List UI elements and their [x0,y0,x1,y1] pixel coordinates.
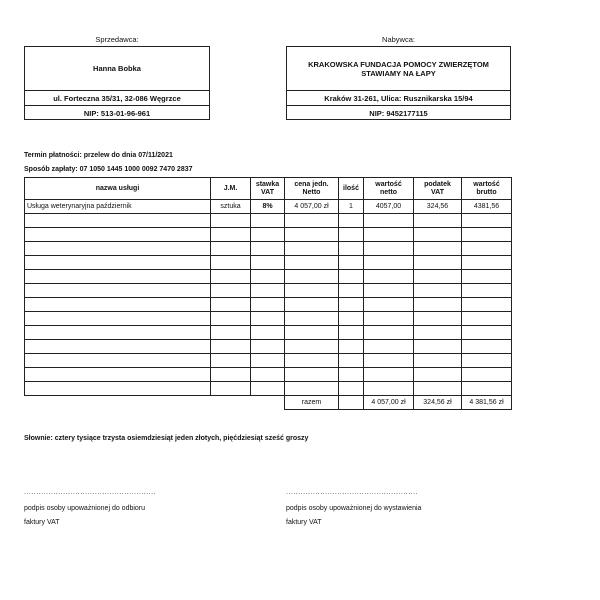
empty-cell [285,284,339,298]
buyer-label: Nabywca: [382,35,415,44]
signature-right-label-2: faktury VAT [286,519,322,526]
empty-cell [285,340,339,354]
empty-cell [25,312,211,326]
empty-cell [251,326,285,340]
empty-cell [211,256,251,270]
empty-cell [25,228,211,242]
empty-cell [251,256,285,270]
empty-cell [285,256,339,270]
empty-cell [285,354,339,368]
totals-row [25,396,512,410]
empty-cell [339,242,364,256]
col-net: wartość netto [364,178,414,200]
empty-cell [211,214,251,228]
empty-cell [339,382,364,396]
empty-cell [462,228,512,242]
empty-cell [25,270,211,284]
item-unit: sztuka [211,200,251,214]
empty-cell [211,242,251,256]
empty-cell [211,228,251,242]
empty-cell [251,382,285,396]
empty-cell [339,326,364,340]
empty-cell [364,228,414,242]
seller-box [24,46,210,120]
empty-cell [285,214,339,228]
empty-row [25,340,512,354]
empty-row [25,326,512,340]
signature-left-label-2: faktury VAT [24,519,60,526]
item-unit-price: 4 057,00 zł [285,200,339,214]
empty-cell [251,214,285,228]
empty-cell [462,214,512,228]
totals-gross: 4 381,56 zł [462,396,512,410]
empty-cell [211,284,251,298]
empty-cell [251,354,285,368]
empty-cell [285,368,339,382]
empty-cell [211,382,251,396]
empty-row [25,242,512,256]
empty-cell [211,354,251,368]
empty-cell [285,298,339,312]
payment-method: Sposób zapłaty: 07 1050 1445 1000 0092 7470 2837 [24,166,193,173]
empty-cell [462,326,512,340]
empty-cell [211,326,251,340]
empty-cell [25,242,211,256]
empty-cell [211,368,251,382]
signature-line-right: ...................................................... [286,489,419,496]
empty-cell [339,312,364,326]
empty-cell [339,270,364,284]
totals-net: 4 057,00 zł [364,396,414,410]
empty-cell [414,368,462,382]
signature-line-left: ...................................................... [24,489,157,496]
empty-cell [285,228,339,242]
empty-row [25,270,512,284]
empty-cell [285,270,339,284]
item-net: 4057,00 [364,200,414,214]
empty-cell [364,214,414,228]
col-gross: wartość brutto [462,178,512,200]
empty-cell [414,242,462,256]
empty-cell [251,340,285,354]
empty-cell [25,354,211,368]
empty-cell [462,368,512,382]
empty-row [25,354,512,368]
col-vat-rate: stawka VAT [251,178,285,200]
empty-cell [364,340,414,354]
empty-cell [211,312,251,326]
empty-rows [25,214,512,396]
empty-cell [462,312,512,326]
empty-cell [414,256,462,270]
empty-cell [25,298,211,312]
empty-row [25,284,512,298]
empty-cell [414,270,462,284]
col-unit-price: cena jedn. Netto [285,178,339,200]
empty-cell [339,256,364,270]
empty-row [25,368,512,382]
empty-row [25,228,512,242]
empty-cell [414,340,462,354]
empty-cell [339,340,364,354]
empty-cell [364,354,414,368]
item-vat-rate: 8% [251,200,285,214]
empty-cell [25,368,211,382]
buyer-name: KRAKOWSKA FUNDACJA POMOCY ZWIERZĘTOM STAWIAMY NA ŁAPY [287,47,510,91]
empty-cell [25,326,211,340]
item-gross: 4381,56 [462,200,512,214]
empty-cell [339,354,364,368]
empty-cell [211,270,251,284]
empty-cell [414,284,462,298]
empty-cell [414,354,462,368]
empty-cell [251,312,285,326]
empty-cell [25,214,211,228]
empty-cell [364,256,414,270]
items-table [24,177,512,410]
empty-cell [364,270,414,284]
empty-row [25,256,512,270]
totals-tax: 324,56 zł [414,396,462,410]
seller-nip: NIP: 513-01-96-961 [83,109,151,118]
empty-cell [339,214,364,228]
empty-cell [364,298,414,312]
empty-cell [364,284,414,298]
seller-label: Sprzedawca: [95,35,139,44]
totals-label: razem [285,396,339,410]
empty-cell [251,228,285,242]
empty-cell [339,284,364,298]
empty-cell [414,228,462,242]
col-tax: podatek VAT [414,178,462,200]
empty-cell [251,270,285,284]
empty-cell [414,326,462,340]
table-header [25,178,512,200]
empty-cell [414,298,462,312]
col-qty: ilość [339,178,364,200]
empty-cell [462,298,512,312]
signature-left-label: podpis osoby upoważnionej do odbioru [24,505,146,512]
empty-cell [364,326,414,340]
empty-cell [285,312,339,326]
empty-cell [339,298,364,312]
amount-in-words: Słownie: cztery tysiące trzysta osiemdziesiąt jeden złotych, pięćdziesiąt sześć groszy [24,435,309,442]
empty-cell [251,368,285,382]
empty-row [25,312,512,326]
empty-cell [25,340,211,354]
empty-cell [462,284,512,298]
empty-cell [414,214,462,228]
empty-cell [364,382,414,396]
empty-cell [462,354,512,368]
empty-row [25,298,512,312]
item-service: Usługa weterynaryjna październik [25,200,211,214]
empty-cell [414,312,462,326]
item-qty: 1 [339,200,364,214]
empty-cell [285,382,339,396]
empty-cell [339,368,364,382]
empty-cell [285,326,339,340]
empty-cell [251,298,285,312]
empty-cell [414,382,462,396]
empty-cell [251,284,285,298]
empty-cell [462,256,512,270]
empty-row [25,382,512,396]
empty-cell [211,340,251,354]
empty-cell [364,312,414,326]
buyer-box [286,46,511,120]
empty-cell [462,242,512,256]
payment-term: Termin płatności: przelew do dnia 07/11/2021 [24,152,173,159]
empty-cell [25,284,211,298]
item-tax: 324,56 [414,200,462,214]
empty-cell [364,242,414,256]
signature-right-label: podpis osoby upoważnionej do wystawienia [286,505,422,512]
table-row [25,200,512,214]
buyer-nip: NIP: 9452177115 [369,109,428,118]
empty-cell [462,270,512,284]
empty-cell [462,340,512,354]
buyer-address: Kraków 31-261, Ulica: Rusznikarska 15/94 [287,91,510,106]
col-unit: J.M. [211,178,251,200]
empty-cell [251,242,285,256]
empty-cell [339,228,364,242]
col-service: nazwa usługi [25,178,211,200]
empty-cell [285,242,339,256]
empty-cell [25,382,211,396]
empty-cell [462,382,512,396]
empty-cell [364,368,414,382]
empty-row [25,214,512,228]
empty-cell [25,256,211,270]
seller-address: ul. Forteczna 35/31, 32-086 Węgrzce [25,91,209,106]
empty-cell [211,298,251,312]
seller-name: Hanna Bobka [25,47,209,91]
